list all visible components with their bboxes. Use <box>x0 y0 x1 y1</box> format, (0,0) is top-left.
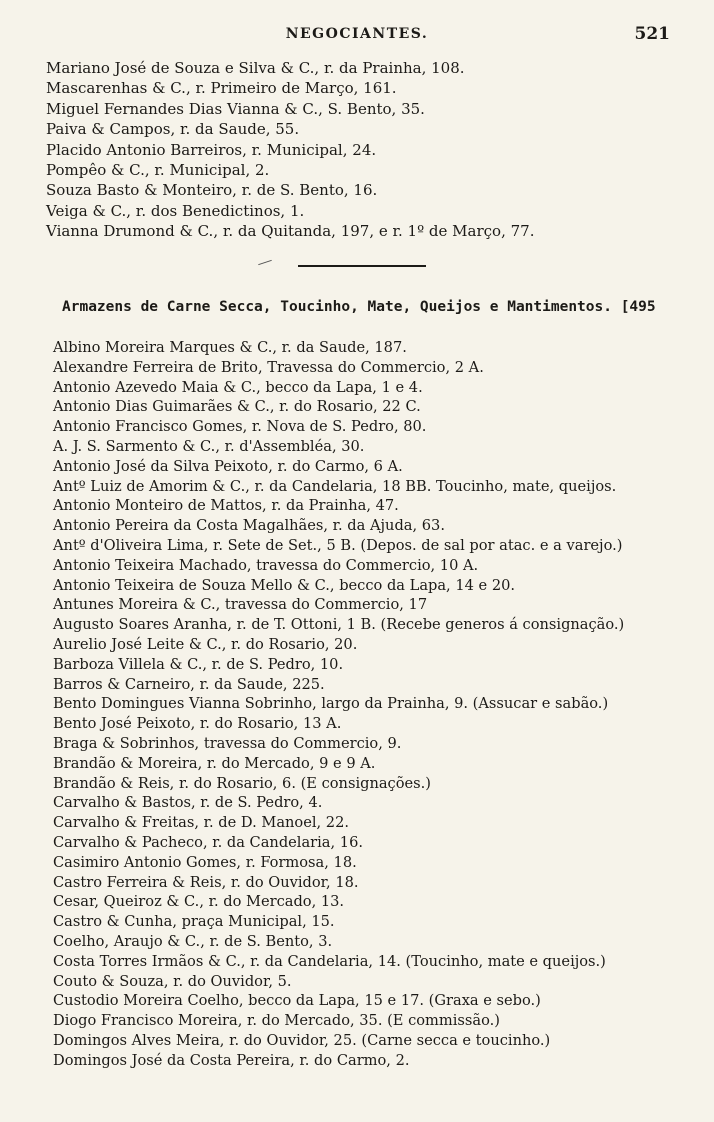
list-item: Carvalho & Freitas, r. de D. Manoel, 22. <box>53 814 349 832</box>
section-divider <box>298 265 426 267</box>
list-item: Cesar, Queiroz & C., r. do Mercado, 13. <box>53 893 345 911</box>
list-item: Costa Torres Irmãos & C., r. da Candelaria, 14. (Toucinho, mate e queijos.) <box>53 952 606 970</box>
stray-mark <box>258 260 272 265</box>
list-item: Antonio Pereira da Costa Magalhães, r. da Ajuda, 63. <box>53 517 445 535</box>
list-item: Antonio José da Silva Peixoto, r. do Carmo, 6 A. <box>53 457 403 475</box>
page-number: 521 <box>634 24 670 44</box>
list-item: Carvalho & Bastos, r. de S. Pedro, 4. <box>53 794 323 812</box>
list-item: Albino Moreira Marques & C., r. da Saude, 187. <box>53 339 407 356</box>
list-item: Veiga & C., r. dos Benedictinos, 1. <box>46 201 305 220</box>
list-item: Domingos José da Costa Pereira, r. do Carmo, 2. <box>53 1051 410 1069</box>
list-item: Aurelio José Leite & C., r. do Rosario, 20. <box>53 635 358 653</box>
list-item: Antº Luiz de Amorim & C., r. da Candelaria, 18 BB. Toucinho, mate, queijos. <box>53 477 617 495</box>
list-item: Brandão & Moreira, r. do Mercado, 9 e 9 A. <box>53 754 376 772</box>
list-item: Casimiro Antonio Gomes, r. Formosa, 18. <box>53 853 357 871</box>
list-item: Miguel Fernandes Dias Vianna & C., S. Bento, 35. <box>46 99 425 118</box>
list-item: Domingos Alves Meira, r. do Ouvidor, 25. (Carne secca e toucinho.) <box>53 1031 551 1049</box>
list-item: Paiva & Campos, r. da Saude, 55. <box>46 120 300 139</box>
list-item: Antonio Dias Guimarães & C., r. do Rosario, 22 C. <box>53 398 421 416</box>
list-item: Souza Basto & Monteiro, r. de S. Bento, 16. <box>46 181 378 200</box>
list-item: Custodio Moreira Coelho, becco da Lapa, 15 e 17. (Graxa e sebo.) <box>53 992 541 1010</box>
list-item: Diogo Francisco Moreira, r. do Mercado, 35. (E commissão.) <box>53 1012 500 1030</box>
list-item: Castro Ferreira & Reis, r. do Ouvidor, 18. <box>53 873 359 891</box>
list-item: Barboza Villela & C., r. de S. Pedro, 10. <box>53 655 344 673</box>
list-item: Antonio Francisco Gomes, r. Nova de S. Pedro, 80. <box>53 418 427 436</box>
list-item: Coelho, Araujo & C., r. de S. Bento, 3. <box>53 932 333 950</box>
list-item: Bento Domingues Vianna Sobrinho, largo da Prainha, 9. (Assucar e sabão.) <box>53 695 609 713</box>
list-item: Antonio Azevedo Maia & C., becco da Lapa, 1 e 4. <box>53 378 423 396</box>
list-item: Mascarenhas & C., r. Primeiro de Março, 161. <box>46 79 397 98</box>
list-item: Couto & Souza, r. do Ouvidor, 5. <box>53 972 292 990</box>
list-item: Antonio Teixeira de Souza Mello & C., becco da Lapa, 14 e 20. <box>53 576 516 594</box>
list-item: Braga & Sobrinhos, travessa do Commercio, 9. <box>53 734 402 752</box>
merchant-list <box>53 338 703 1070</box>
list-item: Augusto Soares Aranha, r. de T. Ottoni, 1 B. (Recebe generos á consignação.) <box>53 616 625 634</box>
merchant-list-continued <box>46 58 686 242</box>
running-header-title: NEGOCIANTES. <box>285 26 429 42</box>
list-item: Antonio Monteiro de Mattos, r. da Prainha, 47. <box>53 497 399 515</box>
list-item: Castro & Cunha, praça Municipal, 15. <box>53 913 335 931</box>
list-item: Brandão & Reis, r. do Rosario, 6. (E consignações.) <box>53 774 431 792</box>
list-item: Pompêo & C., r. Municipal, 2. <box>46 161 270 180</box>
list-item: Antº d'Oliveira Lima, r. Sete de Set., 5 B. (Depos. de sal por atac. e a varejo.) <box>53 536 623 554</box>
list-item: Vianna Drumond & C., r. da Quitanda, 197, e r. 1º de Março, 77. <box>46 222 535 241</box>
list-item: Mariano José de Souza e Silva & C., r. da Prainha, 108. <box>46 59 465 77</box>
list-item: Antunes Moreira & C., travessa do Commercio, 17 <box>53 596 428 614</box>
list-item: Placido Antonio Barreiros, r. Municipal, 24. <box>46 140 377 159</box>
list-item: Antonio Teixeira Machado, travessa do Commercio, 10 A. <box>53 556 479 574</box>
section-heading: Armazens de Carne Secca, Toucinho, Mate, Queijos e Mantimentos. [495 <box>62 299 656 315</box>
list-item: Bento José Peixoto, r. do Rosario, 13 A. <box>53 715 342 733</box>
list-item: Barros & Carneiro, r. da Saude, 225. <box>53 675 325 693</box>
list-item: A. J. S. Sarmento & C., r. d'Assembléa, 30. <box>53 437 365 455</box>
list-item: Carvalho & Pacheco, r. da Candelaria, 16. <box>53 833 363 851</box>
list-item: Alexandre Ferreira de Brito, Travessa do Commercio, 2 A. <box>53 358 484 376</box>
